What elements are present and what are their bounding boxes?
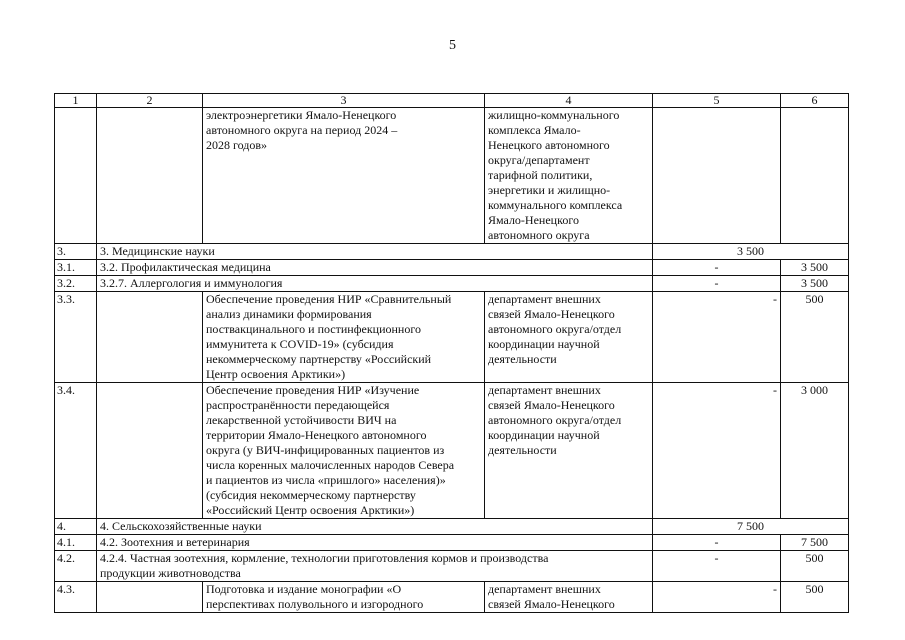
section-total: 3 500 — [653, 244, 849, 260]
cell-col5: - — [653, 276, 781, 292]
row-number: 4.1. — [55, 535, 97, 551]
cell-col6: 7 500 — [781, 535, 849, 551]
data-table — [54, 93, 849, 613]
row-description: Подготовка и издание монографии «О перспективах полувольного и изгородного — [203, 582, 485, 613]
table-row — [55, 383, 849, 519]
cell-col5: - — [653, 260, 781, 276]
cell-col6: 3 500 — [781, 276, 849, 292]
table-row — [55, 535, 849, 551]
row-number: 4.2. — [55, 551, 97, 582]
cell-col2 — [97, 108, 203, 244]
cell-col5: - — [653, 292, 781, 383]
header-cell: 5 — [653, 94, 781, 108]
row-number: 4. — [55, 519, 97, 535]
cell-col2 — [97, 383, 203, 519]
section-title: 4.2.4. Частная зоотехния, кормление, технологии приготовления кормов и производства продукции животноводства — [97, 551, 653, 582]
cell-col6: 3 500 — [781, 260, 849, 276]
section-title: 3. Медицинские науки — [97, 244, 653, 260]
table-row — [55, 276, 849, 292]
section-title: 3.2. Профилактическая медицина — [97, 260, 653, 276]
row-number: 3.3. — [55, 292, 97, 383]
cell-col5: - — [653, 551, 781, 582]
row-description: Обеспечение проведения НИР «Изучение распространённости передающейся лекарственной устойчивости ВИЧ на территории Ямало-Ненецкого автономного округа (у ВИЧ-инфицированных пациентов из числа коренных малочисленных народов Севера и пациентов из числа «пришлого» населения)» (субсидия некоммерческому партнерству «Российский Центр освоения Арктики») — [203, 383, 485, 519]
cell-col5 — [653, 108, 781, 244]
header-cell: 2 — [97, 94, 203, 108]
row-number: 3. — [55, 244, 97, 260]
row-executor: департамент внешних связей Ямало-Ненецкого автономного округа/отдел координации научной деятельности — [485, 292, 653, 383]
cell-col5: - — [653, 535, 781, 551]
row-number: 3.1. — [55, 260, 97, 276]
header-cell: 3 — [203, 94, 485, 108]
table-row — [55, 108, 849, 244]
cell-col6: 500 — [781, 582, 849, 613]
cell-col2 — [97, 582, 203, 613]
table-row — [55, 551, 849, 582]
header-cell: 4 — [485, 94, 653, 108]
row-executor: департамент внешних связей Ямало-Ненецкого — [485, 582, 653, 613]
cell-col6 — [781, 108, 849, 244]
cell-col6: 500 — [781, 551, 849, 582]
section-title: 3.2.7. Аллергология и иммунология — [97, 276, 653, 292]
table-row — [55, 244, 849, 260]
table-row — [55, 519, 849, 535]
section-title: 4. Сельскохозяйственные науки — [97, 519, 653, 535]
row-executor: жилищно-коммунального комплекса Ямало- Ненецкого автономного округа/департамент тарифной политики, энергетики и жилищно- коммунального комплекса Ямало-Ненецкого автономного округа — [485, 108, 653, 244]
row-number: 3.2. — [55, 276, 97, 292]
section-title: 4.2. Зоотехния и ветеринария — [97, 535, 653, 551]
row-number: 3.4. — [55, 383, 97, 519]
row-number: 4.3. — [55, 582, 97, 613]
header-cell: 1 — [55, 94, 97, 108]
header-row — [55, 94, 849, 108]
header-cell: 6 — [781, 94, 849, 108]
cell-col5: - — [653, 582, 781, 613]
table-row — [55, 292, 849, 383]
table-row — [55, 582, 849, 613]
cell-col6: 3 000 — [781, 383, 849, 519]
row-executor: департамент внешних связей Ямало-Ненецкого автономного округа/отдел координации научной деятельности — [485, 383, 653, 519]
cell-col5: - — [653, 383, 781, 519]
section-total: 7 500 — [653, 519, 849, 535]
row-number — [55, 108, 97, 244]
page-number: 5 — [449, 38, 456, 53]
row-description: электроэнергетики Ямало-Ненецкого автономного округа на период 2024 – 2028 годов» — [203, 108, 485, 244]
cell-col2 — [97, 292, 203, 383]
table-row — [55, 260, 849, 276]
row-description: Обеспечение проведения НИР «Сравнительный анализ динамики формирования поствакцинального и постинфекционного иммунитета к COVID-19» (субсидия некоммерческому партнерству «Российский Центр освоения Арктики») — [203, 292, 485, 383]
cell-col6: 500 — [781, 292, 849, 383]
